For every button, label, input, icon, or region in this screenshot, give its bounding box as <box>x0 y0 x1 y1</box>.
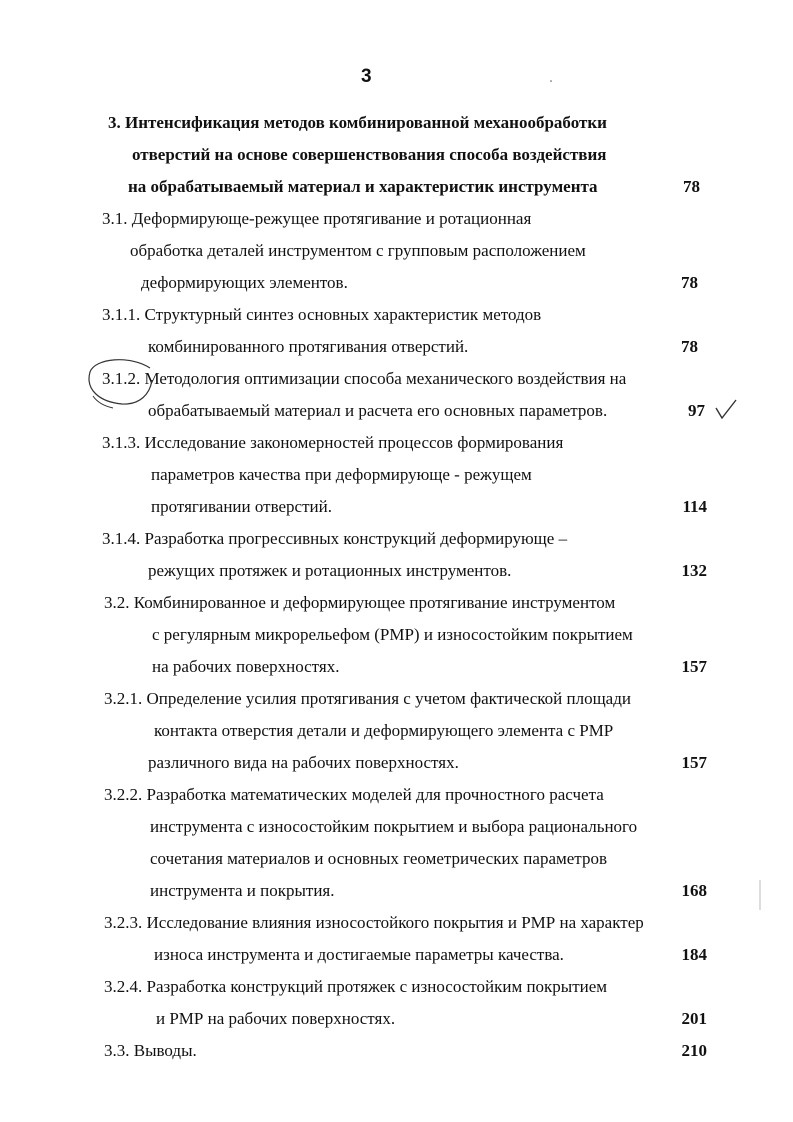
toc-entry-line: контакта отверстия детали и деформирующего элемента с РМР <box>154 721 614 740</box>
toc-entry-line: 3.2.2. Разработка математических моделей для прочностного расчета <box>104 785 604 804</box>
toc-entry-line: инструмента с износостойким покрытием и выбора рационального <box>150 817 638 836</box>
toc-page-number: 157 <box>681 753 707 772</box>
toc-entry-line: 3.2. Комбинированное и деформирующее протягивание инструментом <box>104 593 616 612</box>
toc-page-number: 184 <box>681 945 707 964</box>
toc-page-number: 132 <box>681 561 707 580</box>
toc-entry-line: 3.2.4. Разработка конструкций протяжек с износостойким покрытием <box>104 977 608 996</box>
toc-entry-line: с регулярным микрорельефом (РМР) и износостойким покрытием <box>152 625 633 644</box>
toc-entry-line: обрабатываемый материал и расчета его основных параметров. <box>148 401 608 420</box>
toc-entry-line: 3.3. Выводы. <box>104 1041 197 1060</box>
toc-entry-line: 3.1.3. Исследование закономерностей процессов формирования <box>102 433 564 452</box>
toc-entry-line: различного вида на рабочих поверхностях. <box>148 753 459 772</box>
toc-page-number: 201 <box>681 1009 707 1028</box>
toc-page-number: 210 <box>681 1041 707 1060</box>
toc-entry-line: инструмента и покрытия. <box>150 881 335 900</box>
toc-page-number: 114 <box>682 497 707 516</box>
toc-entry-line: износа инструмента и достигаемые параметры качества. <box>154 945 564 964</box>
toc-entry-line: сочетания материалов и основных геометрических параметров <box>150 849 607 868</box>
toc-entry-line: 3.2.1. Определение усилия протягивания с учетом фактической площади <box>104 689 631 708</box>
toc-chapter-line-3: на обрабатываемый материал и характеристик инструмента <box>128 177 598 196</box>
toc-page-number: 78 <box>683 177 700 196</box>
toc-entry-line: 3.1.2. Методология оптимизации способа механического воздействия на <box>102 369 627 388</box>
toc-page-number: 168 <box>681 881 707 900</box>
toc-page-number: 97 <box>688 401 705 420</box>
toc-entry-line: 3.1. Деформирующе-режущее протягивание и ротационная <box>102 209 532 228</box>
toc-entry-line: деформирующих элементов. <box>141 273 348 292</box>
toc-entry-line: обработка деталей инструментом с групповым расположением <box>130 241 586 260</box>
page-number: 3 <box>361 66 372 87</box>
toc-entry-line: 3.2.3. Исследование влияния износостойкого покрытия и РМР на характер <box>104 913 644 932</box>
toc-entry-line: и РМР на рабочих поверхностях. <box>156 1009 396 1028</box>
toc-chapter-line-2: отверстий на основе совершенствования способа воздействия <box>132 145 607 164</box>
toc-entry-line: параметров качества при деформирующе - режущем <box>151 465 532 484</box>
toc-entry-line: комбинированного протягивания отверстий. <box>148 337 469 356</box>
toc-page-number: 78 <box>681 337 698 356</box>
toc-page-number: 78 <box>681 273 698 292</box>
toc-page-number: 157 <box>681 657 707 676</box>
toc-chapter-line-1: 3. Интенсификация методов комбинированной механообработки <box>108 113 607 132</box>
toc-entry-line: протягивании отверстий. <box>151 497 332 516</box>
toc-entry-line: 3.1.4. Разработка прогрессивных конструкций деформирующе – <box>102 529 568 548</box>
toc-entry-line: 3.1.1. Структурный синтез основных характеристик методов <box>102 305 542 324</box>
toc-entry-line: режущих протяжек и ротационных инструментов. <box>148 561 512 580</box>
toc-entry-line: на рабочих поверхностях. <box>152 657 340 676</box>
